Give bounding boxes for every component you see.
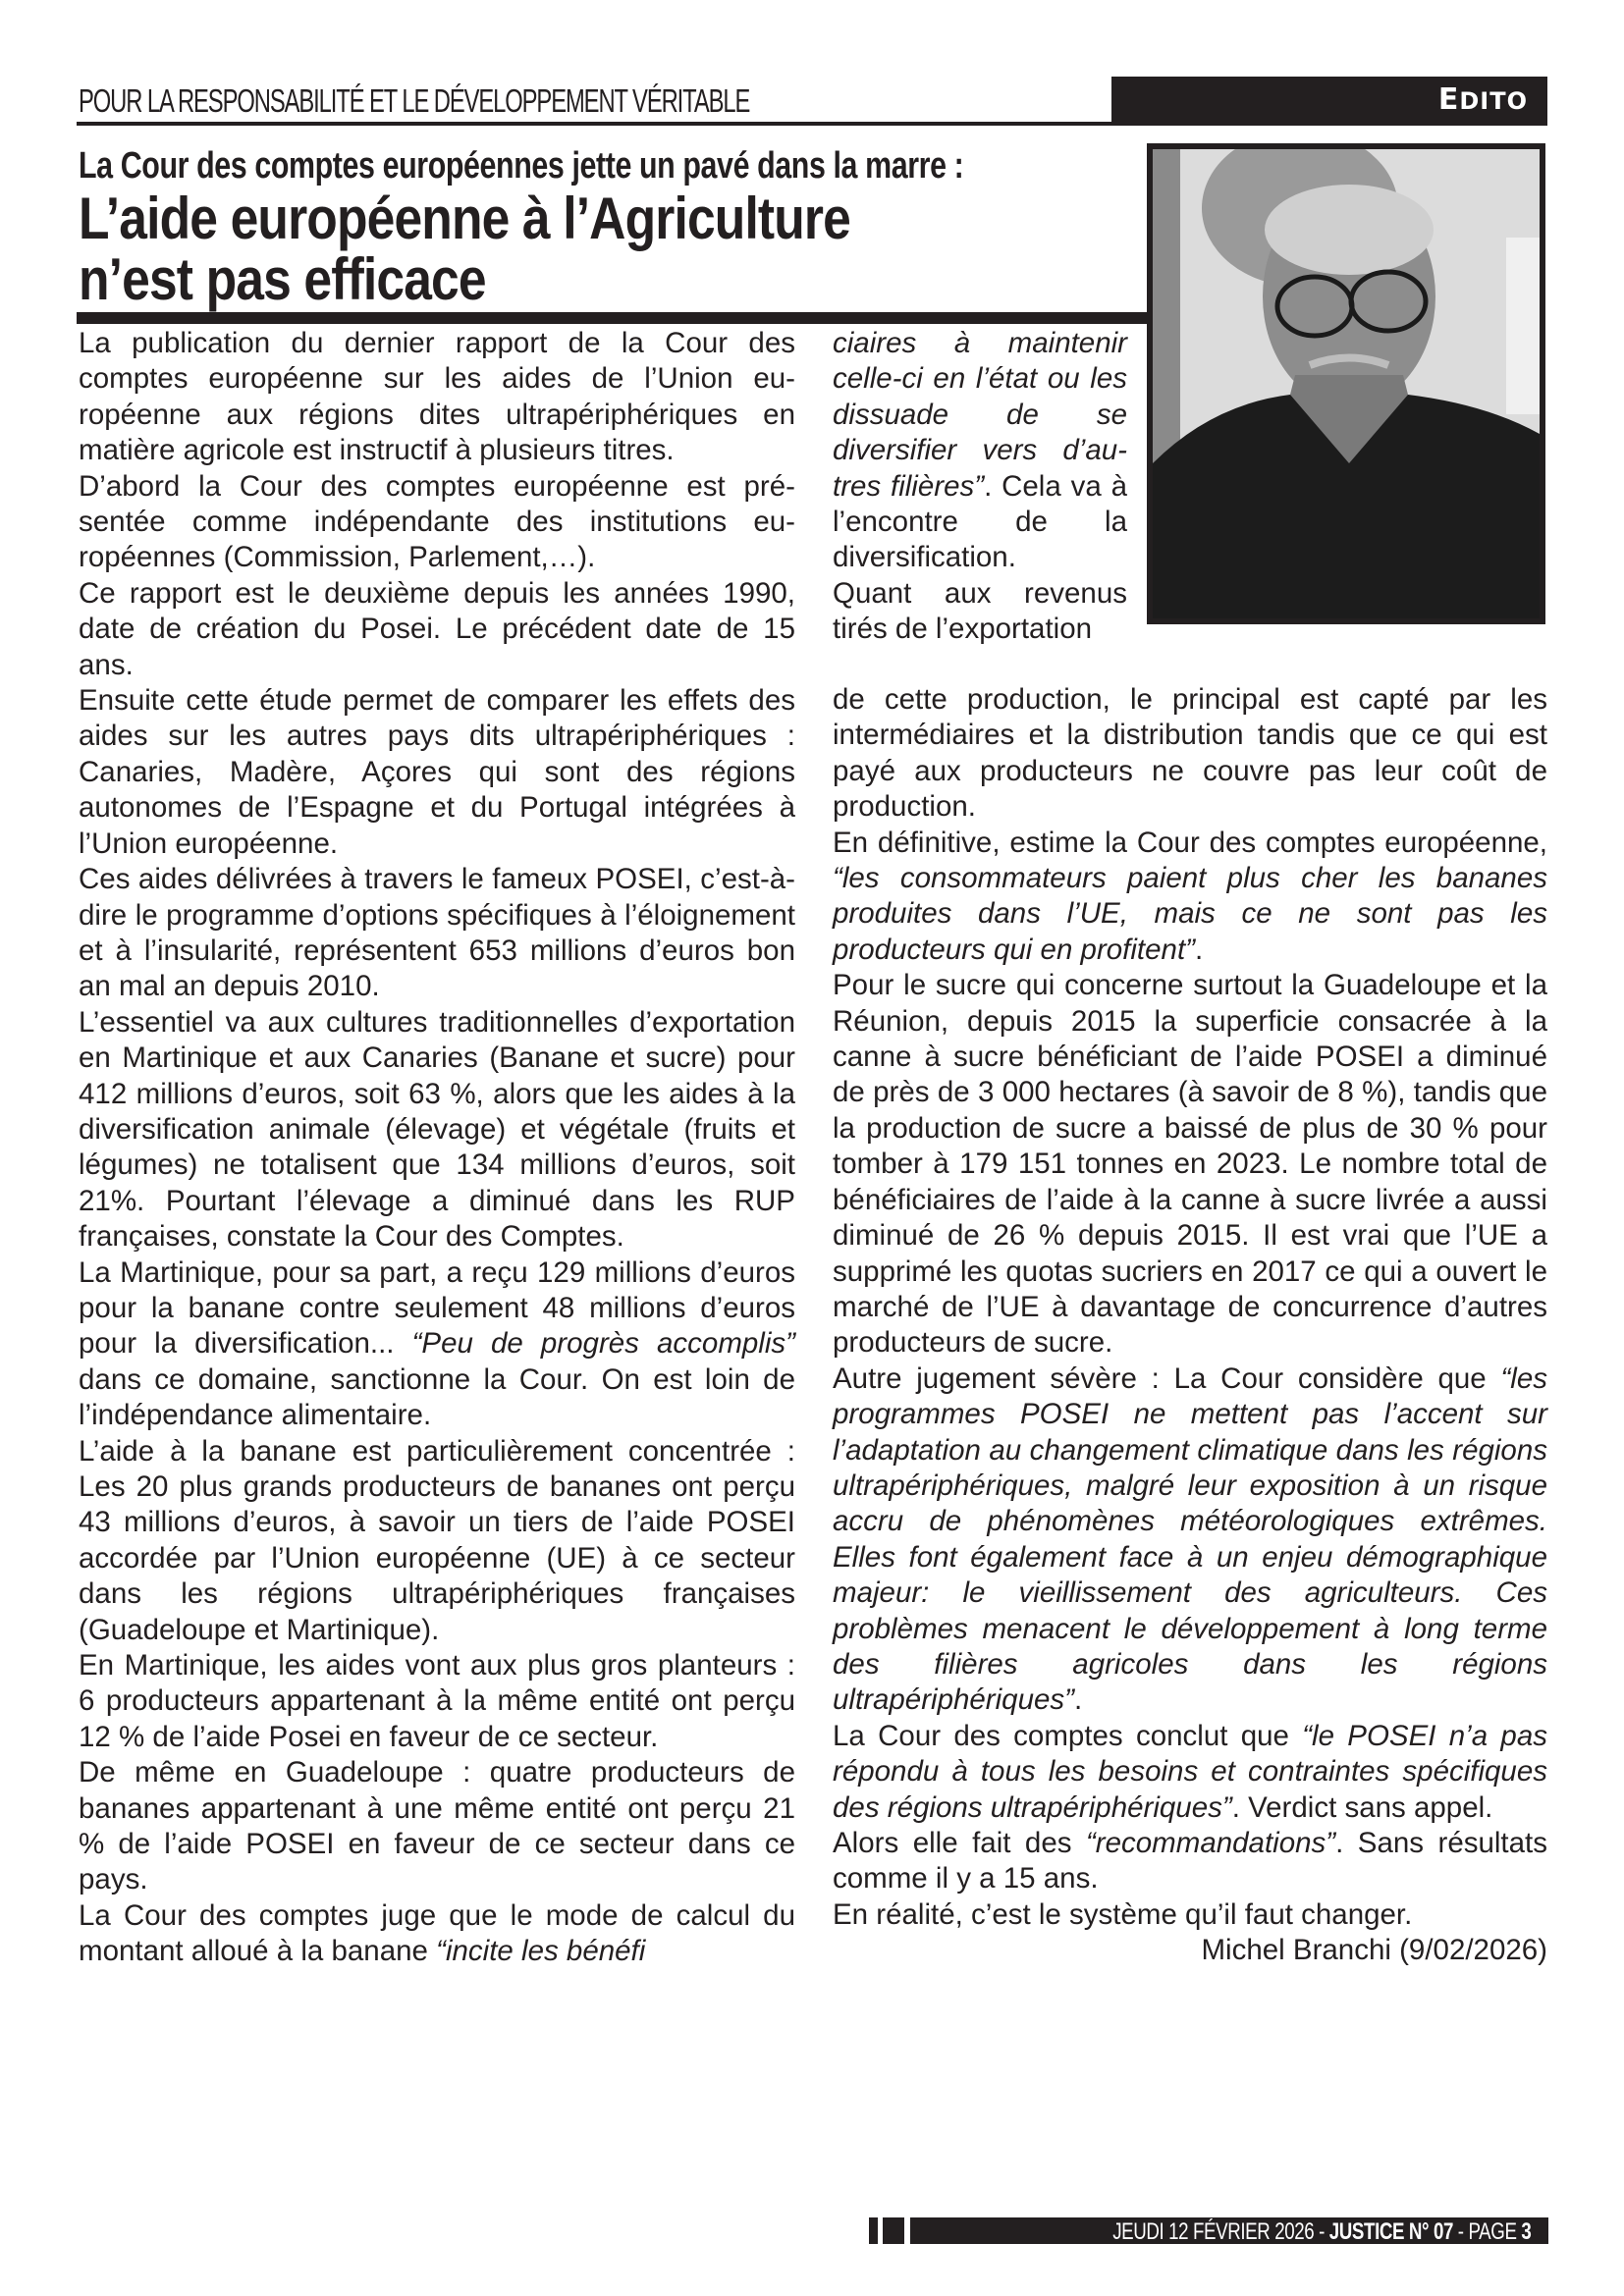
paragraph-text: La Cour des comptes juge que le mode de calcul du montant alloué à la banane (79, 1898, 795, 1968)
paragraph: Pour le sucre qui concerne surtout la Guadeloupe et la Réunion, depuis 2015 la superficie consacrée à la canne à sucre bénéficiant de l’aide POSEI a diminué de près de 3 000 hectares (à savoir de 8 %), tandis que la production de sucre a baissé de plus de 30 % pour tomber à 179 151 tonnes en 2023. Le nombre total de bénéficiaires de l’aide à la canne à sucre livrée a aussi diminué de 26 % depuis 2015. Il est vrai que l’UE a supprimé les quotas sucriers en 2017 ce qui a ouvert le marché de l’UE à davantage de concurrence d’autres producteurs de sucre. (833, 969, 1547, 1360)
paragraph-text: . Sans résultats comme il y a 15 ans. (833, 1827, 1547, 1896)
paragraph-text: La Cour des comptes conclut que (833, 1719, 1303, 1752)
paragraph (833, 326, 1127, 576)
footer-page-label: - PAGE (1452, 2218, 1521, 2245)
article-kicker: La Cour des comptes européennes jette un pavé dans la marre : (79, 145, 964, 187)
page-number: 3 (1520, 2218, 1531, 2245)
portrait-photo-icon (1153, 149, 1540, 618)
paragraph-text: . (1073, 1683, 1083, 1717)
paragraph (79, 1255, 795, 1434)
article-column-right (833, 682, 1547, 1969)
paragraph (79, 1898, 795, 1970)
paragraph: de cette production, le principal est capté par les intermédiaires et la distribution tandis que ce qui est payé aux producteurs ne couvre pas leur coût de production. (833, 683, 1547, 824)
paragraph: Ensuite cette étude permet de comparer les effets des aides sur les autres pays dits ultrapériphériques : Canaries, Madère, Açores qui sont des régions autonomes de l’Espagne et du Portugal intégrées à l’Union européenne. (79, 684, 795, 860)
header-rule (77, 122, 1111, 126)
paragraph (833, 1362, 1547, 1719)
quotation: “le POSEI n’a pas répondu à tous les besoins et contraintes spécifiques des régions ultrapériphériques” (833, 1719, 1547, 1824)
paragraph: Ces aides délivrées à travers le fameux POSEI, c’est-à-dire le programme d’options spécifiques à l’éloignement et à l’insularité, représentent 653 millions d’euros bon an mal an depuis 2010. (79, 863, 795, 1003)
paragraph (833, 1826, 1547, 1897)
paragraph: De même en Guadeloupe : quatre producteurs de bananes appartenant à une même entité ont perçu 21 % de l’aide POSEI en faveur de ce secteur dans ce pays. (79, 1756, 795, 1896)
paragraph-text: . Verdict sans appel. (1231, 1790, 1493, 1824)
paragraph: En réalité, c’est le système qu’il faut changer. (833, 1897, 1413, 1931)
portrait-illustration (1153, 149, 1540, 618)
footer-date: JEUDI 12 FÉVRIER 2026 - (1111, 2218, 1329, 2245)
quotation: “incite les bénéfi (436, 1935, 646, 1968)
paragraph: La publication du dernier rapport de la Cour des comptes européenne sur les aides de l’Union européenne aux régions dites ultrapériphériques en matière agricole est instructif à plusieurs titres. (79, 327, 795, 467)
footer-publication: JUSTICE N° 07 (1328, 2218, 1453, 2245)
paragraph: En Martinique, les aides vont aux plus gros planteurs : 6 producteurs appartenant à la même entité ont perçu 12 % de l’aide Posei en faveur de ce secteur. (79, 1649, 795, 1753)
paragraph: D’abord la Cour des comptes européenne est présentée comme indépendante des institutions européennes (Commission, Parlement,…). (79, 469, 795, 574)
paragraph: L’aide à la banane est particulièrement concentrée : Les 20 plus grands producteurs de bananes ont perçu 43 millions d’euros, à savoir un tiers de l’aide POSEI accordée par l’Union européenne (UE) à ce secteur dans les régions ultrapériphériques françaises (Guadeloupe et Martinique). (79, 1434, 795, 1646)
quotation: “les consommateurs paient plus cher les bananes produites dans l’UE, mais ce ne sont pas les producteurs qui en profitent” (833, 862, 1547, 966)
paragraph: L’essentiel va aux cultures traditionnelles d’exportation en Martinique et aux Canaries (Banane et sucre) pour 412 millions d’euros, soit 63 %, alors que les aides à la diversification animale (élevage) et végétale (fruits et légumes) ne totalisent que 134 millions d’euros, soit 21%. Pourtant l’élevage a diminué dans les RUP françaises, constate la Cour des Comptes. (79, 1005, 795, 1254)
quotation: “recommandations” (1085, 1827, 1336, 1859)
paragraph (833, 1719, 1547, 1826)
section-badge (1111, 77, 1547, 126)
paragraph: Ce rapport est le deuxième depuis les années 1990, date de création du Posei. Le précédent date de 15 ans. (79, 576, 795, 681)
headline-rule (77, 312, 1147, 324)
paragraph-text: La Martinique, pour sa part, a reçu 129 millions d’euros pour la banane contre seulement 48 millions d’euros pour la diversification... (79, 1255, 795, 1361)
paragraph-text: Alors elle fait des (833, 1827, 1086, 1859)
paragraph-text: . Cela va à l’encontre de la diversification. (833, 469, 1127, 574)
paragraph-text: . (1194, 933, 1204, 966)
paragraph-text: Autre jugement sévère : La Cour considère que (833, 1362, 1501, 1395)
author-signature: Michel Branchi (9/02/2026) (1201, 1934, 1547, 1967)
quotation: “les programmes POSEI ne mettent pas l’accent sur l’adaptation au changement climatique dans les régions ultrapériphériques, malgré leur exposition à un risque accru de phénomènes météorologiques extrêmes. Elles font également face à un enjeu démographique majeur: le vieillissement des agriculteurs. Ces problèmes menacent le développement à long terme des filières agricoles dans les régions ultrapériphériques” (833, 1362, 1547, 1717)
footer-band (910, 2217, 1548, 2244)
footer-folio (1112, 2218, 1531, 2246)
paragraph (833, 826, 1547, 969)
article-headline: L’aide européenne à l’Agriculture n’est pas efficace (79, 186, 850, 312)
section-rubric: POUR LA RESPONSABILITÉ ET LE DÉVELOPPEMENT VÉRITABLE (79, 82, 750, 119)
article-column-right-top (833, 326, 1127, 648)
article-column-left (79, 326, 795, 1970)
footer-stripe (883, 2217, 904, 2244)
paragraph-text: dans ce domaine, sanctionne la Cour. On est loin de l’indépendance alimentaire. (79, 1362, 795, 1432)
quotation: “Peu de progrès accomplis” (411, 1327, 795, 1361)
quotation: ciaires à maintenir celle-ci en l’état ou les dissuade de se diversifier vers d’autres filières” (833, 327, 1127, 503)
author-photo (1147, 143, 1545, 624)
paragraph: Quant aux revenus tirés de l’exportation (833, 576, 1127, 646)
footer-stripe (869, 2217, 878, 2244)
section-badge-label (1438, 82, 1528, 117)
paragraph-text: En définitive, estime la Cour des comptes européenne, (833, 826, 1547, 859)
section-badge-rest: DITO (1459, 87, 1528, 115)
page-footer (869, 2217, 1548, 2244)
section-badge-initial: E (1437, 82, 1460, 117)
